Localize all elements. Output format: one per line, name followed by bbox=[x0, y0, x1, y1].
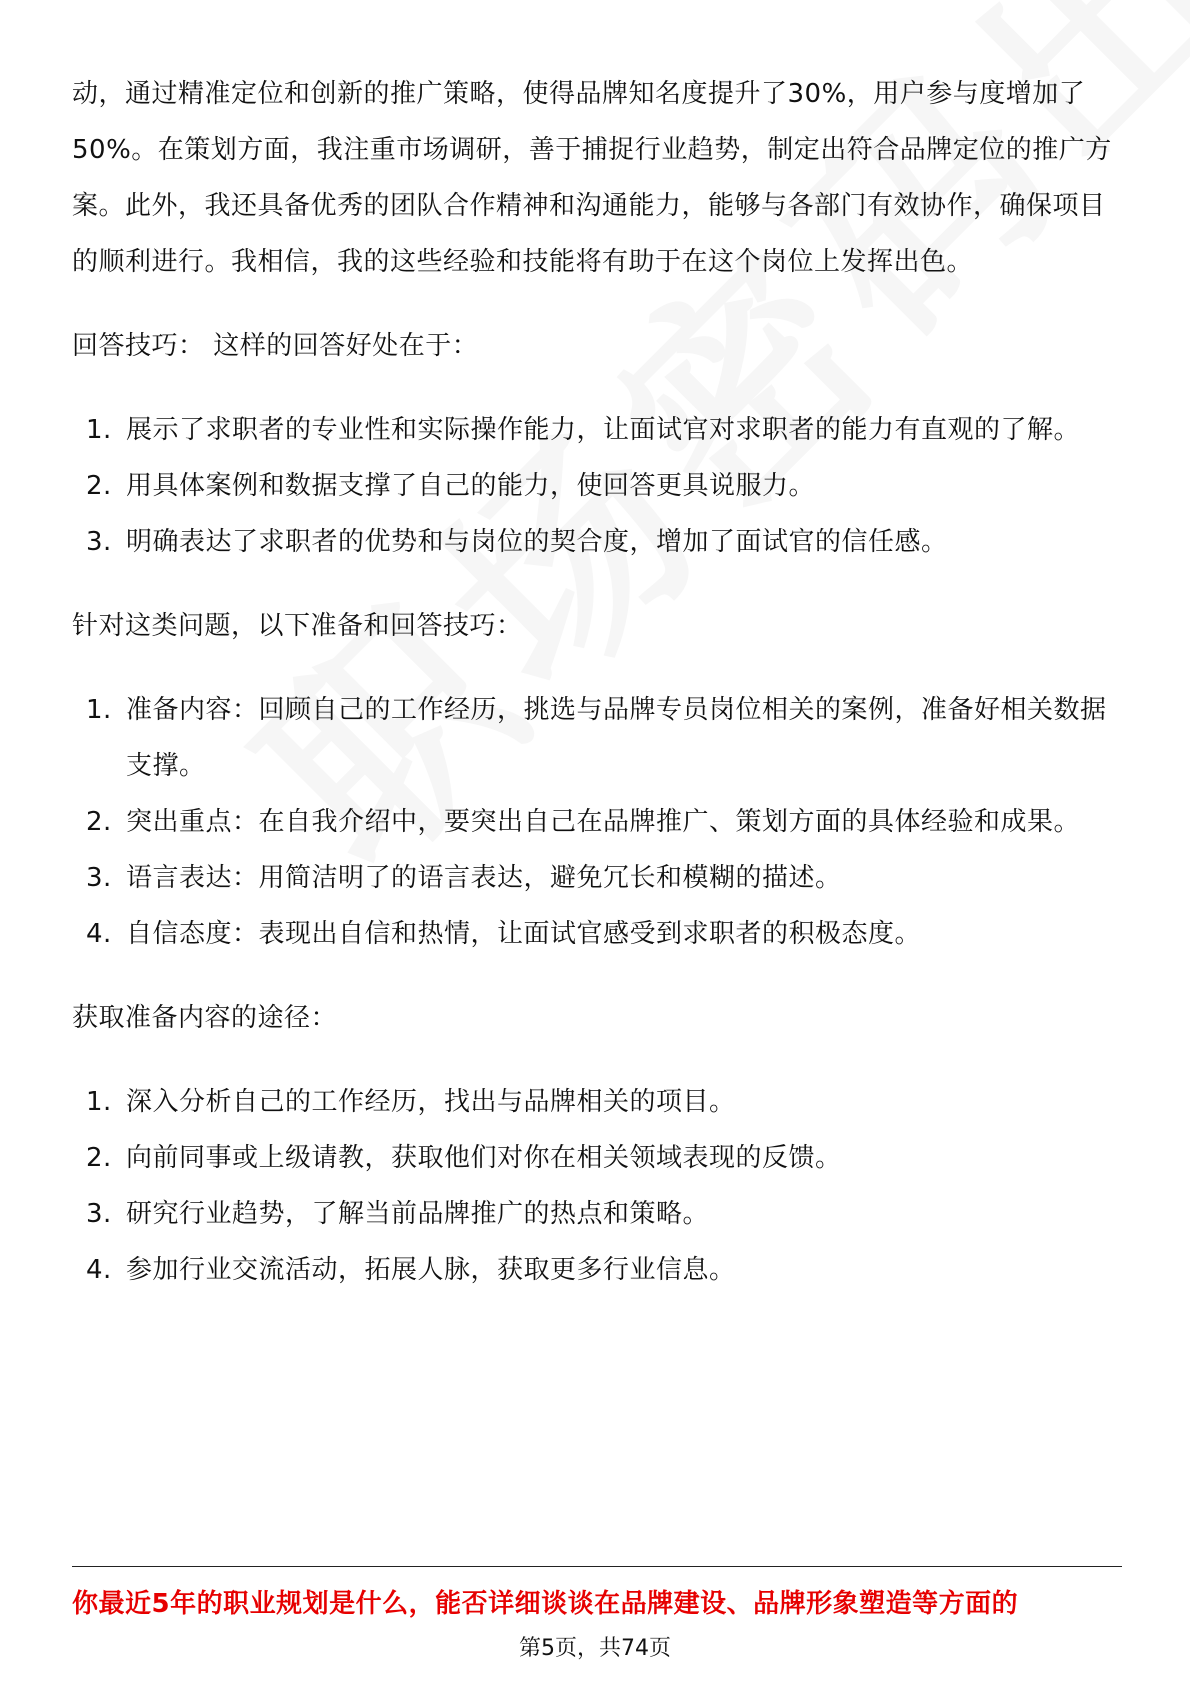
list-item bbox=[72, 458, 1122, 514]
list-item-text: 向前同事或上级请教，获取他们对你在相关领域表现的反馈。 bbox=[126, 1143, 842, 1173]
list-number: 2. bbox=[86, 1143, 112, 1173]
list-item bbox=[72, 514, 1122, 570]
list-item bbox=[72, 402, 1122, 458]
list-item bbox=[72, 850, 1122, 906]
list-item-text: 明确表达了求职者的优势和与岗位的契合度，增加了面试官的信任感。 bbox=[126, 527, 948, 557]
list-item-text: 参加行业交流活动，拓展人脉，获取更多行业信息。 bbox=[126, 1255, 736, 1285]
sources-heading: 获取准备内容的途径： bbox=[72, 1003, 338, 1033]
list-item bbox=[72, 794, 1122, 850]
answer-tips-list bbox=[72, 402, 1122, 570]
list-item-text: 准备内容：回顾自己的工作经历，挑选与品牌专员岗位相关的案例，准备好相关数据支撑。 bbox=[126, 695, 1107, 781]
list-number: 3. bbox=[86, 863, 112, 893]
list-item-text: 深入分析自己的工作经历，找出与品牌相关的项目。 bbox=[126, 1087, 736, 1117]
list-item bbox=[72, 1242, 1122, 1298]
footer-divider bbox=[72, 1566, 1122, 1567]
list-number: 2. bbox=[86, 807, 112, 837]
preparation-tips-heading: 针对这类问题，以下准备和回答技巧： bbox=[72, 611, 523, 641]
preparation-tips-list bbox=[72, 682, 1122, 962]
sources-list bbox=[72, 1074, 1122, 1298]
list-number: 4. bbox=[86, 1255, 112, 1285]
page-content bbox=[72, 66, 1122, 1298]
list-item-text: 语言表达：用简洁明了的语言表达，避免冗长和模糊的描述。 bbox=[126, 863, 842, 893]
list-number: 3. bbox=[86, 527, 112, 557]
list-number: 4. bbox=[86, 919, 112, 949]
list-item-text: 研究行业趋势，了解当前品牌推广的热点和策略。 bbox=[126, 1199, 710, 1229]
list-number: 3. bbox=[86, 1199, 112, 1229]
list-item-text: 自信态度：表现出自信和热情，让面试官感受到求职者的积极态度。 bbox=[126, 919, 922, 949]
list-item bbox=[72, 1186, 1122, 1242]
list-number: 2. bbox=[86, 471, 112, 501]
answer-tips-heading: 回答技巧： 这样的回答好处在于： bbox=[72, 331, 479, 361]
list-item-text: 用具体案例和数据支撑了自己的能力，使回答更具说服力。 bbox=[126, 471, 816, 501]
list-item-text: 突出重点：在自我介绍中，要突出自己在品牌推广、策划方面的具体经验和成果。 bbox=[126, 807, 1081, 837]
list-number: 1. bbox=[86, 695, 112, 725]
list-number: 1. bbox=[86, 415, 112, 445]
list-item bbox=[72, 1074, 1122, 1130]
list-number: 1. bbox=[86, 1087, 112, 1117]
page-number: 第5页，共74页 bbox=[519, 1636, 671, 1661]
list-item bbox=[72, 682, 1122, 794]
intro-paragraph: 动，通过精准定位和创新的推广策略，使得品牌知名度提升了30%，用户参与度增加了50%。在策划方面，我注重市场调研，善于捕捉行业趋势，制定出符合品牌定位的推广方案。此外，我还具备优秀的团队合作精神和沟通能力，能够与各部门有效协作，确保项目的顺利进行。我相信，我的这些经验和技能将有助于在这个岗位上发挥出色。 bbox=[72, 79, 1112, 277]
list-item bbox=[72, 1130, 1122, 1186]
list-item-text: 展示了求职者的专业性和实际操作能力，让面试官对求职者的能力有直观的了解。 bbox=[126, 415, 1081, 445]
list-item bbox=[72, 906, 1122, 962]
next-question-title: 你最近5年的职业规划是什么，能否详细谈谈在品牌建设、品牌形象塑造等方面的 bbox=[72, 1589, 1019, 1619]
